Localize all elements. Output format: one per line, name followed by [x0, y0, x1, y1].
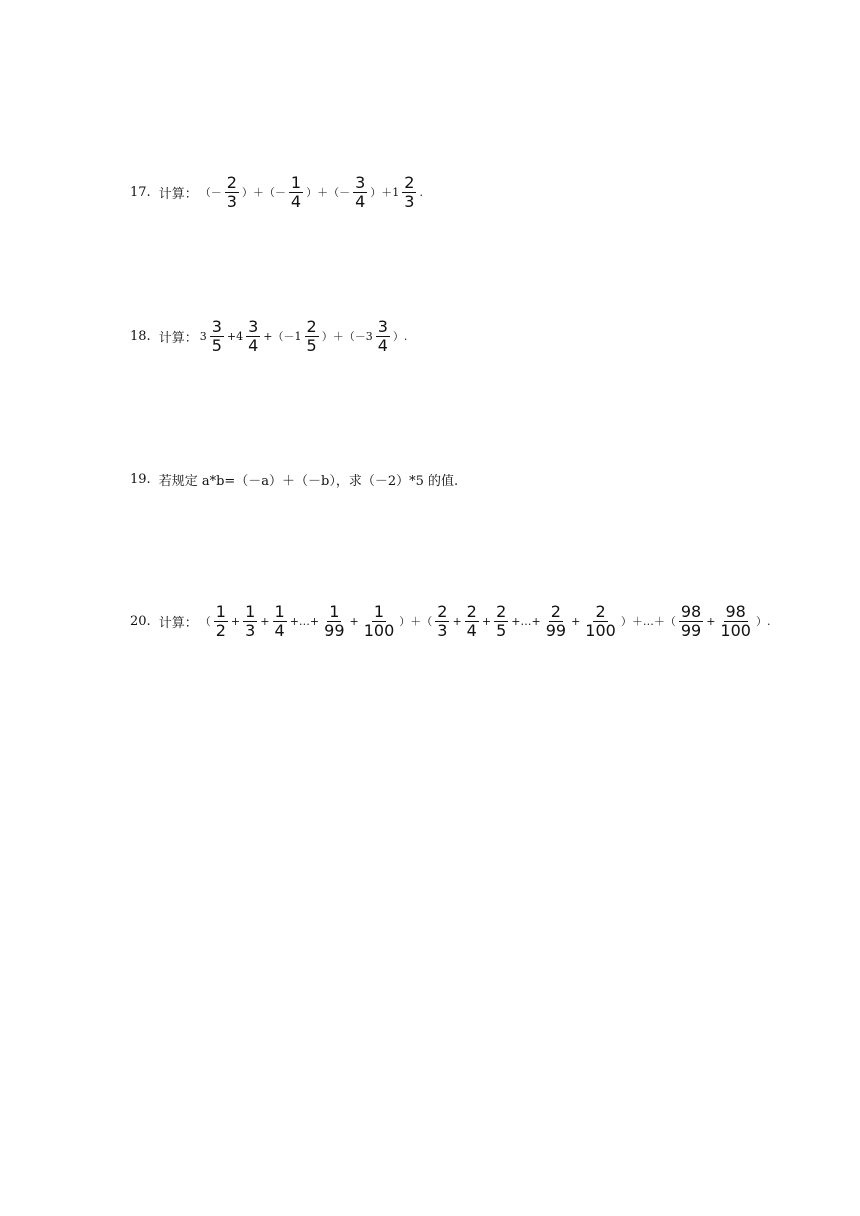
fraction: [214, 603, 228, 640]
fraction-numerator: 98: [680, 602, 702, 621]
math-text: +: [481, 615, 492, 628]
fraction-numerator: 2: [466, 602, 477, 621]
math-text: ）＋…＋（: [620, 615, 676, 628]
fraction: [679, 603, 703, 640]
fraction-numerator: 98: [725, 602, 746, 621]
fraction: [362, 603, 397, 640]
math-text: +: [452, 615, 462, 628]
fraction-denominator: 99: [680, 621, 702, 640]
fraction-numerator: 1: [245, 602, 256, 621]
fraction-numerator: 1: [373, 602, 385, 621]
fraction-numerator: 2: [595, 602, 606, 621]
math-text: +（－1: [263, 330, 302, 343]
fraction: [273, 603, 287, 640]
problem-label: 计算：: [158, 616, 198, 631]
math-text: （－: [199, 186, 222, 199]
fraction: [718, 603, 753, 640]
fraction-numerator: 2: [306, 317, 317, 336]
problem-19: [130, 470, 458, 489]
fraction-denominator: 4: [466, 621, 477, 640]
fraction: [322, 603, 346, 640]
math-text: +: [260, 615, 270, 628]
math-text: ）＋（－3: [321, 330, 373, 343]
fraction-numerator: 2: [496, 602, 507, 621]
problem-number: 17.: [130, 185, 151, 200]
fraction-denominator: 99: [324, 621, 345, 640]
problem-number: 18.: [130, 329, 151, 344]
fraction: [246, 318, 260, 355]
math-text: 3: [199, 330, 207, 343]
problem-17: [130, 174, 425, 211]
fraction-denominator: 3: [437, 621, 448, 640]
math-expression: [198, 174, 425, 211]
math-text: （: [199, 615, 211, 628]
fraction-denominator: 4: [290, 192, 302, 211]
fraction: [494, 603, 508, 640]
fraction-denominator: 5: [211, 336, 222, 355]
problem-number: 20.: [130, 614, 151, 629]
fraction-denominator: 5: [496, 621, 507, 640]
fraction-numerator: 1: [215, 602, 226, 621]
fraction: [305, 318, 319, 355]
math-text: ）.: [755, 615, 771, 628]
math-expression: [198, 318, 410, 355]
fraction: [353, 174, 367, 211]
fraction-denominator: 100: [720, 621, 751, 640]
fraction-numerator: 3: [355, 173, 366, 192]
fraction-denominator: 4: [377, 336, 388, 355]
fraction: [289, 174, 303, 211]
fraction-numerator: 2: [226, 173, 237, 192]
math-text: ）＋1: [370, 186, 400, 199]
fraction-denominator: 100: [363, 621, 395, 640]
math-text: +: [706, 615, 716, 628]
math-text: +: [230, 615, 241, 628]
fraction: [544, 603, 568, 640]
fraction-numerator: 1: [329, 602, 340, 621]
fraction: [435, 603, 449, 640]
math-text: ）＋（: [399, 615, 433, 628]
math-text: ）＋（－: [306, 186, 351, 199]
math-text: ）.: [392, 330, 408, 343]
fraction-denominator: 4: [248, 336, 259, 355]
fraction-denominator: 3: [245, 621, 256, 640]
math-text: +4: [226, 330, 244, 343]
fraction-denominator: 3: [226, 192, 237, 211]
fraction-numerator: 2: [404, 173, 415, 192]
fraction: [376, 318, 390, 355]
problem-18: [130, 318, 409, 355]
math-text: +…+: [289, 615, 320, 628]
fraction-numerator: 2: [550, 602, 561, 621]
fraction: [225, 174, 239, 211]
fraction: [243, 603, 257, 640]
fraction-denominator: 5: [306, 336, 317, 355]
fraction-denominator: 100: [585, 621, 616, 640]
fraction-numerator: 2: [437, 602, 448, 621]
fraction-denominator: 99: [545, 621, 567, 640]
fraction: [583, 603, 618, 640]
problem-20: [130, 603, 772, 640]
math-text: +: [349, 615, 359, 628]
math-text: +: [571, 615, 581, 628]
fraction-denominator: 4: [355, 192, 366, 211]
fraction-numerator: 3: [248, 317, 259, 336]
fraction: [402, 174, 416, 211]
math-text: .: [419, 186, 423, 199]
fraction: [210, 318, 224, 355]
math-text: ）＋（－: [241, 186, 286, 199]
fraction-denominator: 3: [404, 192, 415, 211]
fraction-numerator: 1: [290, 173, 302, 192]
fraction: [465, 603, 479, 640]
fraction-numerator: 3: [377, 317, 388, 336]
fraction-denominator: 4: [274, 621, 285, 640]
fraction-numerator: 3: [211, 317, 222, 336]
fraction-numerator: 1: [274, 602, 285, 621]
problem-number: 19.: [130, 472, 151, 487]
problem-label: 若规定 a*b=（－a）＋（－b），求（－2）*5 的值.: [158, 474, 459, 489]
fraction-denominator: 2: [215, 621, 226, 640]
math-expression: [198, 603, 773, 640]
problem-label: 计算：: [158, 187, 198, 202]
problem-label: 计算：: [158, 331, 198, 346]
math-text: +…+: [511, 615, 541, 628]
